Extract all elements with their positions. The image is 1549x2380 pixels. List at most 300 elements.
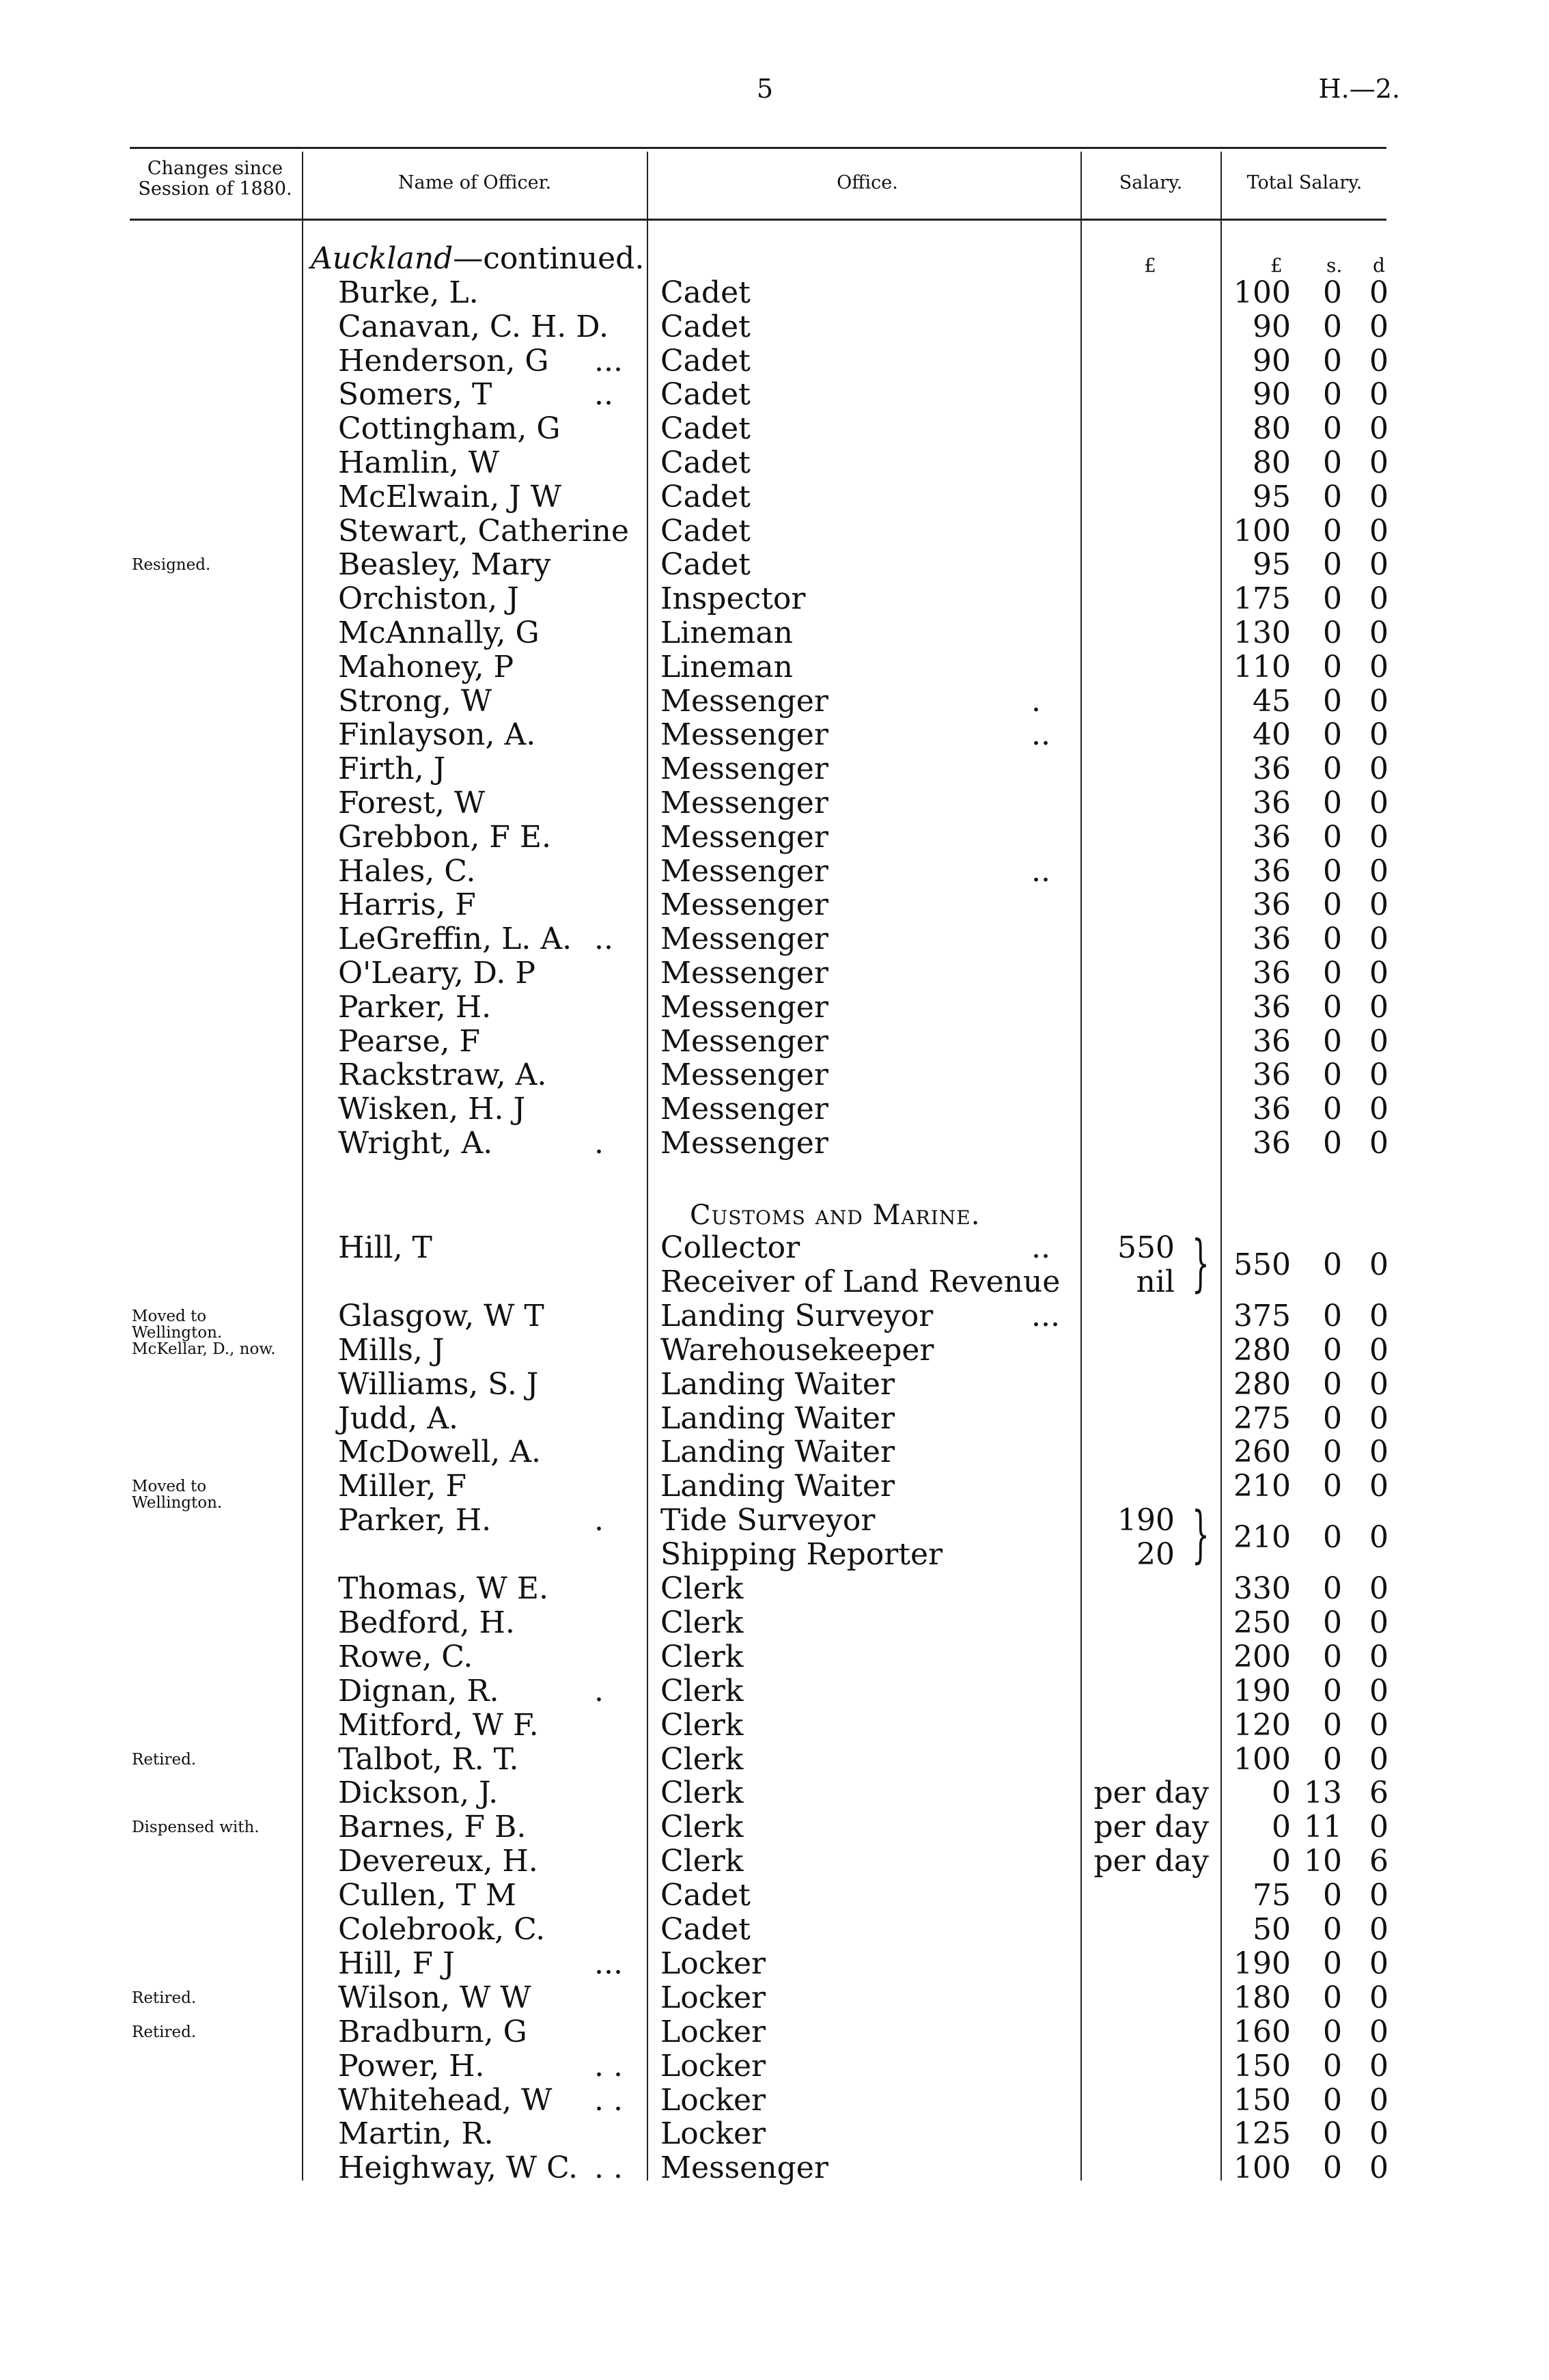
table-row bbox=[0, 1538, 1549, 1572]
name-leader-dots: ... bbox=[594, 343, 623, 378]
total-pence: 0 bbox=[1369, 786, 1388, 820]
total-pounds: 45 bbox=[1253, 683, 1291, 719]
officer-name: Thomas, W E. bbox=[338, 1571, 548, 1606]
table-row bbox=[0, 514, 1549, 549]
total-pence: 0 bbox=[1369, 1810, 1388, 1845]
section-heading-customs bbox=[0, 1198, 1549, 1232]
table-row bbox=[0, 616, 1549, 650]
total-pounds: 90 bbox=[1253, 343, 1291, 378]
officer-name: Glasgow, W T bbox=[338, 1298, 544, 1333]
table-row bbox=[0, 1981, 1549, 2015]
header-changes bbox=[130, 158, 301, 199]
unit-pounds: £ bbox=[1270, 254, 1283, 277]
change-note: Resigned. bbox=[132, 556, 211, 575]
officer-name: Martin, R. bbox=[338, 2116, 494, 2152]
salary-value: per day bbox=[1093, 1810, 1209, 1845]
table-row bbox=[0, 582, 1549, 616]
total-shillings: 0 bbox=[1323, 1946, 1342, 1981]
table-row bbox=[0, 344, 1549, 378]
total-shillings: 0 bbox=[1323, 1435, 1342, 1470]
total-pounds: 275 bbox=[1233, 1400, 1291, 1436]
total-shillings: 0 bbox=[1323, 1023, 1342, 1059]
officer-name: Beasley, Mary bbox=[338, 547, 551, 583]
officer-name: Barnes, F B. bbox=[338, 1810, 527, 1845]
total-pounds: 95 bbox=[1253, 479, 1291, 514]
table-row bbox=[0, 1606, 1549, 1640]
table-row bbox=[0, 991, 1549, 1025]
office-title: Messenger bbox=[660, 1092, 828, 1127]
table-row bbox=[0, 1844, 1549, 1879]
officer-name: Wright, A. bbox=[338, 1126, 493, 1161]
officer-name: Parker, H. bbox=[338, 1503, 492, 1538]
office-title: Cadet bbox=[660, 445, 751, 480]
total-pence: 0 bbox=[1369, 683, 1388, 719]
total-shillings: 0 bbox=[1323, 1298, 1342, 1333]
office-leader-dots: .. bbox=[1031, 1230, 1050, 1265]
total-shillings: 0 bbox=[1323, 956, 1342, 991]
name-leader-dots: . . bbox=[594, 2048, 623, 2084]
office-title: Messenger bbox=[660, 1126, 828, 1161]
name-leader-dots: . . bbox=[594, 2082, 623, 2118]
officer-name: Firth, J bbox=[338, 751, 446, 787]
officer-name: Rowe, C. bbox=[338, 1639, 473, 1674]
office-title: Cadet bbox=[660, 1912, 751, 1947]
total-shillings: 0 bbox=[1323, 922, 1342, 957]
total-pounds: 40 bbox=[1253, 717, 1291, 753]
unit-shillings: s. bbox=[1326, 254, 1343, 277]
total-pence: 0 bbox=[1369, 819, 1388, 855]
total-shillings: 10 bbox=[1304, 1844, 1342, 1879]
total-shillings: 0 bbox=[1323, 683, 1342, 719]
table-row bbox=[0, 548, 1549, 582]
total-shillings: 0 bbox=[1323, 887, 1342, 923]
officer-name: Hales, C. bbox=[338, 853, 476, 889]
salary-value: 550 bbox=[1117, 1230, 1175, 1265]
office-title: Receiver of Land Revenue bbox=[660, 1264, 1061, 1299]
total-pounds: 80 bbox=[1253, 411, 1291, 447]
office-title: Cadet bbox=[660, 513, 751, 549]
officer-name: Hill, F J bbox=[338, 1946, 455, 1981]
total-shillings: 0 bbox=[1323, 2082, 1342, 2118]
table-row bbox=[0, 1913, 1549, 1947]
officer-name: Talbot, R. T. bbox=[338, 1741, 519, 1777]
total-shillings: 0 bbox=[1323, 2048, 1342, 2084]
total-shillings: 0 bbox=[1323, 1469, 1342, 1504]
total-pence: 0 bbox=[1369, 1469, 1388, 1504]
total-pence: 0 bbox=[1369, 1332, 1388, 1368]
change-note: Dispensed with. bbox=[132, 1818, 260, 1837]
section-title-customs: Customs and Marine. bbox=[690, 1200, 981, 1231]
total-pence: 0 bbox=[1369, 1605, 1388, 1640]
total-pence: 0 bbox=[1369, 547, 1388, 583]
name-leader-dots: .. bbox=[594, 377, 613, 413]
office-title: Clerk bbox=[660, 1810, 744, 1845]
total-pence: 0 bbox=[1369, 377, 1388, 413]
total-pounds: 0 bbox=[1272, 1775, 1291, 1811]
table-row bbox=[0, 922, 1549, 956]
officer-name: Dignan, R. bbox=[338, 1673, 499, 1708]
table-row bbox=[0, 1947, 1549, 1981]
office-title: Locker bbox=[660, 1980, 766, 2015]
officer-name: Mahoney, P bbox=[338, 649, 514, 684]
table-row bbox=[0, 820, 1549, 855]
total-shillings: 0 bbox=[1323, 547, 1342, 583]
office-title: Messenger bbox=[660, 2150, 828, 2186]
total-pounds: 36 bbox=[1253, 819, 1291, 855]
table-row bbox=[0, 2084, 1549, 2118]
office-title: Tide Surveyor bbox=[660, 1503, 876, 1538]
total-pounds: 330 bbox=[1233, 1571, 1291, 1606]
officer-name: Devereux, H. bbox=[338, 1844, 538, 1879]
officer-name: Wisken, H. J bbox=[338, 1092, 526, 1127]
total-shillings: 0 bbox=[1323, 1126, 1342, 1161]
total-pence: 0 bbox=[1369, 649, 1388, 684]
table-row bbox=[0, 1368, 1549, 1402]
table-row bbox=[0, 378, 1549, 412]
office-leader-dots: .. bbox=[1031, 853, 1050, 889]
total-pence: 0 bbox=[1369, 275, 1388, 310]
table-row bbox=[0, 1469, 1549, 1512]
total-pounds: 160 bbox=[1233, 2014, 1291, 2049]
total-shillings: 0 bbox=[1323, 377, 1342, 413]
officer-name: Cullen, T M bbox=[338, 1878, 516, 1913]
total-pounds: 0 bbox=[1272, 1810, 1291, 1845]
header-changes-line1: Changes since bbox=[147, 158, 283, 179]
salary-value: 190 bbox=[1117, 1503, 1175, 1538]
total-pence: 0 bbox=[1369, 887, 1388, 923]
table-row bbox=[0, 1058, 1549, 1092]
office-title: Messenger bbox=[660, 989, 828, 1025]
office-title: Cadet bbox=[660, 343, 751, 378]
section-heading-auckland bbox=[0, 242, 1549, 276]
table-row bbox=[0, 2117, 1549, 2151]
total-pounds: 280 bbox=[1233, 1332, 1291, 1368]
total-pounds: 36 bbox=[1253, 1057, 1291, 1093]
table-row bbox=[0, 412, 1549, 446]
total-pence: 0 bbox=[1369, 1571, 1388, 1606]
officer-name: Whitehead, W bbox=[338, 2082, 553, 2118]
officer-name: Dickson, J. bbox=[338, 1775, 499, 1811]
total-pence: 0 bbox=[1369, 2082, 1388, 2118]
office-leader-dots: . bbox=[1031, 683, 1041, 719]
officer-name: Hill, T bbox=[338, 1230, 432, 1265]
office-title: Messenger bbox=[660, 887, 828, 923]
officer-name: Hamlin, W bbox=[338, 445, 500, 480]
total-pounds: 200 bbox=[1233, 1639, 1291, 1674]
officer-name: McAnnally, G bbox=[338, 615, 540, 650]
office-title: Landing Waiter bbox=[660, 1435, 895, 1470]
total-pounds: 175 bbox=[1233, 581, 1291, 617]
office-title: Messenger bbox=[660, 956, 828, 991]
total-shillings: 0 bbox=[1323, 445, 1342, 480]
total-pence: 0 bbox=[1369, 922, 1388, 957]
total-pence: 0 bbox=[1369, 1673, 1388, 1708]
officer-name: Forest, W bbox=[338, 786, 486, 820]
change-note: Moved to Wellington. McKellar, D., now. bbox=[132, 1307, 276, 1358]
officer-name: Bedford, H. bbox=[338, 1605, 515, 1640]
officer-name: Somers, T bbox=[338, 377, 492, 413]
total-shillings: 0 bbox=[1323, 1247, 1342, 1282]
brace-collector: } bbox=[1192, 1228, 1210, 1299]
brace-tide-surveyor: } bbox=[1192, 1499, 1210, 1570]
header-name: Name of Officer. bbox=[397, 172, 552, 193]
office-title: Messenger bbox=[660, 786, 828, 820]
table-row bbox=[0, 446, 1549, 480]
officer-name: Pearse, F bbox=[338, 1023, 481, 1059]
header-changes-line2: Session of 1880. bbox=[138, 178, 292, 199]
total-shillings: 0 bbox=[1323, 1741, 1342, 1777]
total-pounds: 150 bbox=[1233, 2082, 1291, 2118]
officer-name: Canavan, C. H. D. bbox=[338, 309, 609, 344]
total-pence: 6 bbox=[1369, 1775, 1388, 1811]
total-shillings: 0 bbox=[1323, 1605, 1342, 1640]
total-shillings: 0 bbox=[1323, 1400, 1342, 1436]
officer-name: Strong, W bbox=[338, 683, 492, 719]
header-top-rule bbox=[130, 147, 1386, 149]
total-pounds: 90 bbox=[1253, 377, 1291, 413]
document-reference: H.—2. bbox=[1318, 74, 1400, 104]
total-pence: 0 bbox=[1369, 1435, 1388, 1470]
total-pounds: 190 bbox=[1233, 1946, 1291, 1981]
officer-name: Wilson, W W bbox=[338, 1980, 531, 2015]
total-pounds: 36 bbox=[1253, 786, 1291, 820]
office-title: Messenger bbox=[660, 922, 828, 957]
total-pence: 0 bbox=[1369, 1639, 1388, 1674]
office-title: Locker bbox=[660, 2116, 766, 2152]
office-title: Messenger bbox=[660, 751, 828, 787]
table-row bbox=[0, 1092, 1549, 1126]
total-pence: 0 bbox=[1369, 2048, 1388, 2084]
office-title: Landing Surveyor bbox=[660, 1298, 934, 1333]
total-pence: 0 bbox=[1369, 1520, 1388, 1555]
total-shillings: 0 bbox=[1323, 819, 1342, 855]
total-pence: 0 bbox=[1369, 1298, 1388, 1333]
total-pounds: 150 bbox=[1233, 2048, 1291, 2084]
table-row bbox=[0, 956, 1549, 991]
unit-pence: d bbox=[1373, 254, 1385, 277]
total-pence: 0 bbox=[1369, 989, 1388, 1025]
table-row bbox=[0, 276, 1549, 310]
total-shillings: 0 bbox=[1323, 615, 1342, 650]
office-title: Inspector bbox=[660, 581, 806, 617]
total-shillings: 0 bbox=[1323, 2014, 1342, 2049]
total-shillings: 0 bbox=[1323, 751, 1342, 787]
table-row bbox=[0, 1333, 1549, 1368]
change-note: Retired. bbox=[132, 1989, 197, 2007]
table-row bbox=[0, 1025, 1549, 1059]
total-pounds: 100 bbox=[1233, 1741, 1291, 1777]
total-pounds: 75 bbox=[1253, 1878, 1291, 1913]
officer-name: Mitford, W F. bbox=[338, 1707, 539, 1743]
total-pence: 0 bbox=[1369, 1023, 1388, 1059]
officer-name: Henderson, G bbox=[338, 343, 549, 378]
total-pounds: 80 bbox=[1253, 445, 1291, 480]
table-row bbox=[0, 2151, 1549, 2185]
salary-value: per day bbox=[1093, 1844, 1209, 1879]
total-pence: 0 bbox=[1369, 1980, 1388, 2015]
total-pounds: 36 bbox=[1253, 922, 1291, 957]
total-pence: 0 bbox=[1369, 411, 1388, 447]
office-title: Lineman bbox=[660, 649, 793, 684]
office-title: Cadet bbox=[660, 479, 751, 514]
officer-name: Colebrook, C. bbox=[338, 1912, 546, 1947]
office-title: Clerk bbox=[660, 1639, 744, 1674]
office-title: Messenger bbox=[660, 683, 828, 719]
total-shillings: 0 bbox=[1323, 989, 1342, 1025]
total-pounds: 36 bbox=[1253, 853, 1291, 889]
total-pounds: 210 bbox=[1233, 1469, 1291, 1504]
total-pence: 0 bbox=[1369, 2014, 1388, 2049]
change-note: Moved to Wellington. bbox=[132, 1478, 223, 1512]
table-row bbox=[0, 650, 1549, 684]
total-pounds: 0 bbox=[1272, 1844, 1291, 1879]
total-shillings: 0 bbox=[1323, 1366, 1342, 1402]
officer-name: Williams, S. J bbox=[338, 1366, 539, 1402]
office-title: Locker bbox=[660, 2048, 766, 2084]
total-shillings: 0 bbox=[1323, 1057, 1342, 1093]
officer-name: Grebbon, F E. bbox=[338, 819, 551, 855]
officer-name: Rackstraw, A. bbox=[338, 1057, 547, 1093]
total-shillings: 0 bbox=[1323, 411, 1342, 447]
total-pounds: 550 bbox=[1233, 1247, 1291, 1282]
office-title: Landing Waiter bbox=[660, 1469, 895, 1504]
table-row bbox=[0, 1265, 1549, 1299]
total-pence: 0 bbox=[1369, 1878, 1388, 1913]
total-pounds: 36 bbox=[1253, 1126, 1291, 1161]
total-pounds: 210 bbox=[1233, 1520, 1291, 1555]
salary-value: nil bbox=[1136, 1264, 1175, 1299]
office-title: Landing Waiter bbox=[660, 1400, 895, 1436]
name-leader-dots: . bbox=[594, 1673, 604, 1708]
table-row bbox=[0, 1435, 1549, 1469]
total-pence: 0 bbox=[1369, 1247, 1388, 1282]
office-title: Clerk bbox=[660, 1844, 744, 1879]
total-shillings: 0 bbox=[1323, 1520, 1342, 1555]
total-shillings: 0 bbox=[1323, 1980, 1342, 2015]
officer-name: Burke, L. bbox=[338, 275, 479, 310]
office-title: Cadet bbox=[660, 1878, 751, 1913]
office-title: Warehousekeeper bbox=[660, 1332, 934, 1368]
total-shillings: 0 bbox=[1323, 786, 1342, 820]
office-title: Clerk bbox=[660, 1707, 744, 1743]
total-pence: 0 bbox=[1369, 309, 1388, 344]
total-shillings: 0 bbox=[1323, 581, 1342, 617]
name-leader-dots: . . bbox=[594, 2150, 623, 2186]
total-pounds: 50 bbox=[1253, 1912, 1291, 1947]
officer-name: Bradburn, G bbox=[338, 2014, 527, 2049]
total-pence: 0 bbox=[1369, 1400, 1388, 1436]
total-pence: 0 bbox=[1369, 615, 1388, 650]
total-shillings: 0 bbox=[1323, 513, 1342, 549]
total-shillings: 0 bbox=[1323, 1092, 1342, 1127]
total-pence: 0 bbox=[1369, 445, 1388, 480]
salary-value: 20 bbox=[1136, 1537, 1175, 1573]
total-pounds: 130 bbox=[1233, 615, 1291, 650]
office-title: Locker bbox=[660, 2082, 766, 2118]
total-pounds: 180 bbox=[1233, 1980, 1291, 2015]
section-title-rest: —continued. bbox=[453, 241, 645, 276]
table-row bbox=[0, 1708, 1549, 1743]
total-shillings: 0 bbox=[1323, 1878, 1342, 1913]
total-pounds: 36 bbox=[1253, 887, 1291, 923]
total-pence: 0 bbox=[1369, 1741, 1388, 1777]
office-title: Lineman bbox=[660, 615, 793, 650]
table-row bbox=[0, 1776, 1549, 1810]
total-pounds: 280 bbox=[1233, 1366, 1291, 1402]
total-shillings: 0 bbox=[1323, 275, 1342, 310]
total-pence: 0 bbox=[1369, 717, 1388, 753]
name-leader-dots: . bbox=[594, 1126, 604, 1161]
total-pounds: 90 bbox=[1253, 309, 1291, 344]
officer-name: McElwain, J W bbox=[338, 479, 562, 514]
total-pence: 0 bbox=[1369, 513, 1388, 549]
officer-name: Power, H. bbox=[338, 2048, 485, 2084]
total-shillings: 0 bbox=[1323, 1639, 1342, 1674]
office-title: Locker bbox=[660, 1946, 766, 1981]
office-title: Clerk bbox=[660, 1571, 744, 1606]
total-pence: 0 bbox=[1369, 1912, 1388, 1947]
officer-name: Finlayson, A. bbox=[338, 717, 536, 753]
section-title-italic: Auckland bbox=[311, 241, 453, 276]
header-salary: Salary. bbox=[1119, 172, 1183, 193]
total-pounds: 100 bbox=[1233, 2150, 1291, 2186]
total-pence: 6 bbox=[1369, 1844, 1388, 1879]
total-shillings: 0 bbox=[1323, 649, 1342, 684]
office-leader-dots: .. bbox=[1031, 717, 1050, 753]
table-row bbox=[0, 310, 1549, 344]
total-shillings: 0 bbox=[1323, 1571, 1342, 1606]
table-row bbox=[0, 2049, 1549, 2084]
officer-name: Cottingham, G bbox=[338, 411, 561, 447]
officer-name: Mills, J bbox=[338, 1332, 445, 1368]
total-pounds: 125 bbox=[1233, 2116, 1291, 2152]
total-shillings: 0 bbox=[1323, 309, 1342, 344]
salary-value: per day bbox=[1093, 1775, 1209, 1811]
page-number: 5 bbox=[756, 74, 774, 104]
officer-name: Judd, A. bbox=[338, 1400, 459, 1436]
header-office: Office. bbox=[837, 172, 898, 193]
table-row bbox=[0, 752, 1549, 786]
total-shillings: 0 bbox=[1323, 1332, 1342, 1368]
officer-name: Miller, F bbox=[338, 1469, 467, 1504]
total-pounds: 95 bbox=[1253, 547, 1291, 583]
office-title: Messenger bbox=[660, 819, 828, 855]
total-pence: 0 bbox=[1369, 1366, 1388, 1402]
total-pounds: 110 bbox=[1233, 649, 1291, 684]
total-pounds: 375 bbox=[1233, 1298, 1291, 1333]
header-total-salary: Total Salary. bbox=[1246, 172, 1363, 193]
office-title: Clerk bbox=[660, 1673, 744, 1708]
total-pence: 0 bbox=[1369, 1057, 1388, 1093]
officer-name: Stewart, Catherine bbox=[338, 513, 629, 549]
total-shillings: 13 bbox=[1304, 1775, 1342, 1811]
total-pounds: 36 bbox=[1253, 989, 1291, 1025]
table-row bbox=[0, 855, 1549, 889]
office-title: Messenger bbox=[660, 1057, 828, 1093]
table-row bbox=[0, 888, 1549, 922]
name-leader-dots: .. bbox=[594, 922, 613, 957]
header-bottom-rule bbox=[130, 219, 1386, 221]
officer-name: McDowell, A. bbox=[338, 1435, 542, 1470]
office-title: Cadet bbox=[660, 275, 751, 310]
total-pounds: 36 bbox=[1253, 1023, 1291, 1059]
table-row bbox=[0, 2015, 1549, 2049]
total-pence: 0 bbox=[1369, 853, 1388, 889]
total-shillings: 0 bbox=[1323, 343, 1342, 378]
officer-name: O'Leary, D. P bbox=[338, 956, 535, 991]
total-pence: 0 bbox=[1369, 343, 1388, 378]
total-pounds: 36 bbox=[1253, 956, 1291, 991]
